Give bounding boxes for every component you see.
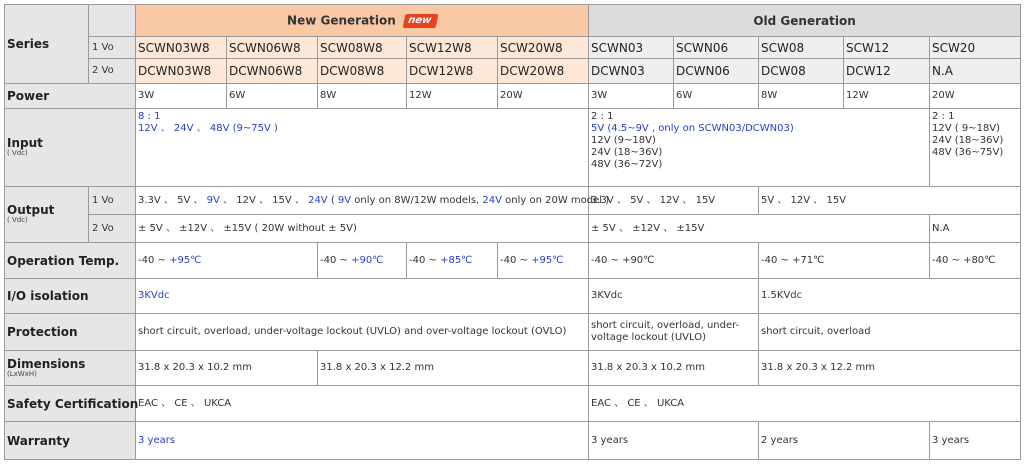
- input-scw20-24v: 24V (18~36V): [932, 135, 1004, 146]
- model-new-1vo: SCWN06W8: [227, 37, 318, 59]
- safety-old: EAC 、 CE 、 UKCA: [589, 386, 1021, 422]
- input-new-ratio: 8 : 1: [138, 111, 161, 122]
- input-old-ratio: 2 : 1: [591, 111, 614, 122]
- input-new-range: 12V 、 24V 、 48V (9~75V ): [138, 123, 278, 134]
- temp-high: +95℃: [531, 254, 564, 266]
- input-new-cell: [136, 109, 589, 187]
- comparison-table-wrapper: [4, 4, 1021, 460]
- dimensions-old-b: 31.8 x 20.3 x 12.2 mm: [759, 351, 1021, 386]
- model-old-1vo: SCW20: [930, 37, 1021, 59]
- dimensions-old-a: 31.8 x 20.3 x 10.2 mm: [589, 351, 759, 386]
- dimensions-new-a: 31.8 x 20.3 x 10.2 mm: [136, 351, 318, 386]
- op-temp-old-b: -40 ~ +71℃: [759, 243, 930, 279]
- output-1vo-row: [5, 187, 1021, 215]
- temp-low: -40 ~: [138, 254, 170, 266]
- safety-row: [5, 386, 1021, 422]
- power-value: 8W: [318, 84, 407, 109]
- power-value: 3W: [589, 84, 674, 109]
- power-label: Power: [5, 84, 136, 109]
- safety-label: Safety Certification: [5, 386, 136, 422]
- warranty-old-a: 3 years: [589, 422, 759, 460]
- output-unit: ( Vdc): [7, 216, 28, 224]
- protection-row: [5, 314, 1021, 351]
- isolation-new: 3KVdc: [136, 279, 589, 314]
- output-label: Output: [7, 203, 55, 217]
- model-old-1vo: SCWN03: [589, 37, 674, 59]
- op-temp-new-c: [407, 243, 498, 279]
- output-old-1vo-b: 5V 、 12V 、 15V: [759, 187, 1021, 215]
- output-text: 3.3V 、 5V 、: [138, 194, 207, 206]
- protection-label: Protection: [5, 314, 136, 351]
- warranty-old-b: 2 years: [759, 422, 930, 460]
- model-old-2vo: N.A: [930, 59, 1021, 84]
- temp-high: +95℃: [169, 254, 202, 266]
- output-text-highlight: 9V: [206, 194, 220, 206]
- warranty-new: 3 years: [136, 422, 589, 460]
- op-temp-new-a: [136, 243, 318, 279]
- model-new-2vo: DCWN06W8: [227, 59, 318, 84]
- model-new-1vo: SCW12W8: [407, 37, 498, 59]
- power-value: 6W: [674, 84, 759, 109]
- op-temp-old-c: -40 ~ +80℃: [930, 243, 1021, 279]
- output-new-1vo: [136, 187, 610, 215]
- output-old-1vo-a: 3.3V 、 5V 、 12V 、 15V: [589, 187, 759, 215]
- isolation-label: I/O isolation: [5, 279, 136, 314]
- output-label-cell: [5, 187, 89, 243]
- temp-low: -40 ~: [500, 254, 532, 266]
- input-scw20-12v: 12V ( 9~18V): [932, 123, 1001, 134]
- new-badge-icon: new: [402, 14, 438, 28]
- output-text-highlight: 24V: [482, 194, 502, 206]
- protection-old-a: short circuit, overload, under-voltage lockout (UVLO): [589, 314, 759, 351]
- power-row: [5, 84, 1021, 109]
- input-scw20-ratio: 2 : 1: [932, 111, 955, 122]
- vo1-label: 1 Vo: [89, 37, 136, 59]
- dimensions-label-cell: [5, 351, 136, 386]
- vo2-label: 2 Vo: [89, 59, 136, 84]
- series-corner-cell: [89, 5, 136, 37]
- power-value: 6W: [227, 84, 318, 109]
- input-old-cell: [589, 109, 930, 187]
- output-old-2vo-b: N.A: [930, 215, 1021, 243]
- output-new-2vo: ± 5V 、 ±12V 、 ±15V ( 20W without ± 5V): [136, 215, 589, 243]
- old-generation-header: Old Generation: [589, 5, 1021, 37]
- output-text: only on 8W/12W models,: [351, 194, 483, 206]
- model-new-2vo: DCW12W8: [407, 59, 498, 84]
- isolation-old-a: 3KVdc: [589, 279, 759, 314]
- input-old-scw20-cell: [930, 109, 1021, 187]
- power-value: 3W: [136, 84, 227, 109]
- model-old-1vo: SCW12: [844, 37, 930, 59]
- output-text: only on 20W model ): [501, 194, 610, 206]
- series-label: Series: [5, 5, 89, 84]
- input-label: Input: [7, 136, 43, 150]
- model-new-2vo: DCW20W8: [498, 59, 589, 84]
- generation-header-row: [5, 5, 1021, 37]
- output-2vo-row: [5, 215, 1021, 243]
- model-old-2vo: DCWN06: [674, 59, 759, 84]
- temp-low: -40 ~: [409, 254, 441, 266]
- temp-high: +85℃: [440, 254, 473, 266]
- temp-high: +90℃: [351, 254, 384, 266]
- input-old-5v: 5V (4.5~9V , only on SCWN03/DCWN03): [591, 123, 794, 134]
- output-text-highlight: 9V: [337, 194, 352, 206]
- output-vo2-label: 2 Vo: [89, 215, 136, 243]
- models-2vo-row: [5, 59, 1021, 84]
- model-old-1vo: SCWN06: [674, 37, 759, 59]
- op-temp-new-b: [318, 243, 407, 279]
- series-comparison-table: [4, 4, 1021, 460]
- input-old-24v: 24V (18~36V): [591, 147, 663, 158]
- input-row: [5, 109, 1021, 187]
- model-new-2vo: DCW08W8: [318, 59, 407, 84]
- output-vo1-label: 1 Vo: [89, 187, 136, 215]
- output-text-highlight: 24V: [308, 194, 328, 206]
- protection-new: short circuit, overload, under-voltage lockout (UVLO) and over-voltage lockout (OVLO): [136, 314, 589, 351]
- op-temp-new-d: [498, 243, 589, 279]
- model-old-2vo: DCW08: [759, 59, 844, 84]
- warranty-label: Warranty: [5, 422, 136, 460]
- op-temp-old-a: -40 ~ +90℃: [589, 243, 759, 279]
- model-old-2vo: DCWN03: [589, 59, 674, 84]
- safety-new: EAC 、 CE 、 UKCA: [136, 386, 589, 422]
- output-text: (: [327, 194, 338, 206]
- temp-low: -40 ~: [320, 254, 352, 266]
- power-value: 8W: [759, 84, 844, 109]
- isolation-old-b: 1.5KVdc: [759, 279, 1021, 314]
- model-old-1vo: SCW08: [759, 37, 844, 59]
- input-unit: ( Vdc): [7, 149, 28, 157]
- power-value: 20W: [498, 84, 589, 109]
- new-generation-title: New Generation: [287, 13, 396, 27]
- model-new-2vo: DCWN03W8: [136, 59, 227, 84]
- warranty-old-c: 3 years: [930, 422, 1021, 460]
- op-temp-row: [5, 243, 1021, 279]
- output-old-2vo-a: ± 5V 、 ±12V 、 ±15V: [589, 215, 930, 243]
- protection-old-b: short circuit, overload: [759, 314, 1021, 351]
- input-old-12v: 12V (9~18V): [591, 135, 656, 146]
- input-label-cell: [5, 109, 136, 187]
- models-1vo-row: [5, 37, 1021, 59]
- model-new-1vo: SCW20W8: [498, 37, 589, 59]
- model-old-2vo: DCW12: [844, 59, 930, 84]
- dimensions-new-b: 31.8 x 20.3 x 12.2 mm: [318, 351, 589, 386]
- power-value: 12W: [407, 84, 498, 109]
- power-value: 12W: [844, 84, 930, 109]
- dimensions-label: Dimensions: [7, 356, 86, 371]
- dimensions-unit: (LxWxH): [7, 369, 37, 378]
- input-old-48v: 48V (36~72V): [591, 159, 663, 170]
- dimensions-row: [5, 351, 1021, 386]
- model-new-1vo: SCW08W8: [318, 37, 407, 59]
- warranty-row: [5, 422, 1021, 460]
- new-generation-header: [136, 5, 589, 37]
- op-temp-label: Operation Temp.: [5, 243, 136, 279]
- model-new-1vo: SCWN03W8: [136, 37, 227, 59]
- isolation-row: [5, 279, 1021, 314]
- power-value: 20W: [930, 84, 1021, 109]
- output-text: 、 12V 、 15V 、: [219, 194, 309, 206]
- input-scw20-48v: 48V (36~75V): [932, 147, 1004, 158]
